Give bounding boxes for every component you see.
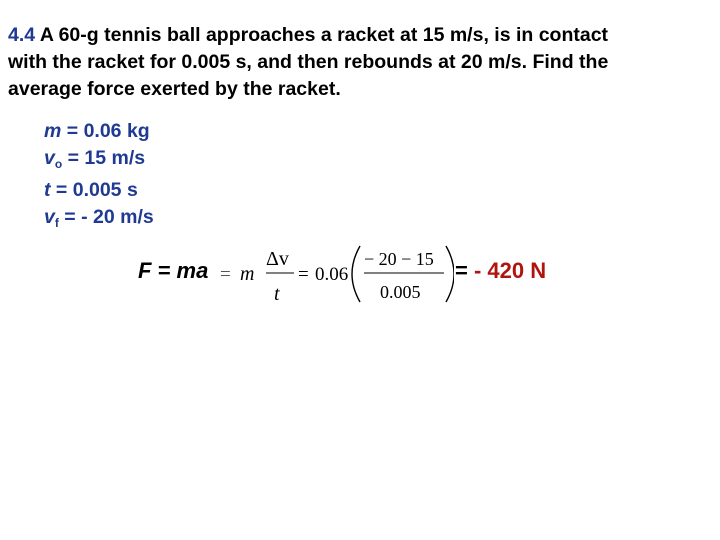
eq-sign-3: = — [455, 258, 474, 283]
given-final-velocity — [44, 204, 154, 237]
given-vo-symbol: v — [44, 146, 55, 169]
given-time — [44, 177, 154, 204]
left-paren — [352, 246, 360, 302]
problem-line-1 — [8, 22, 708, 49]
right-paren — [446, 246, 454, 302]
answer: - 420 N — [473, 258, 547, 283]
given-time-symbol: t — [44, 179, 51, 201]
mass-symbol: m — [240, 263, 255, 285]
denominator: 0.005 — [380, 282, 421, 302]
eq-sign-1: = — [220, 264, 231, 285]
given-vf-value: = - 20 m/s — [64, 205, 154, 228]
equation-lhs: F = ma — [138, 258, 209, 283]
equation-fraction — [218, 238, 454, 310]
given-vo-subscript: o — [54, 156, 63, 171]
mass-value: 0.06 — [315, 264, 349, 285]
problem-text-1: A 60-g tennis ball approaches a racket at 15 m/s, is in contact — [39, 24, 609, 46]
given-vo-value: = 15 m/s — [67, 146, 146, 169]
given-mass — [44, 118, 154, 145]
problem-statement — [8, 22, 708, 103]
problem-line-2: with the racket for 0.005 s, and then rebounds at 20 m/s. Find the — [8, 51, 609, 73]
given-time-value: = 0.005 s — [55, 179, 138, 201]
given-vf-subscript: f — [54, 215, 59, 230]
given-values — [44, 118, 154, 236]
given-mass-value: = 0.06 kg — [66, 120, 150, 142]
numerator: − 20 − 15 — [364, 249, 434, 269]
given-initial-velocity — [44, 145, 154, 178]
delta-v: Δv — [266, 248, 289, 270]
problem-line-3: average force exerted by the racket. — [8, 78, 341, 100]
problem-number: 4.4 — [8, 24, 36, 46]
given-vf-symbol: v — [44, 205, 55, 228]
eq-sign-2: = — [298, 264, 309, 285]
given-mass-symbol: m — [44, 120, 62, 142]
equation-result — [455, 258, 546, 284]
time-symbol: t — [274, 283, 280, 305]
